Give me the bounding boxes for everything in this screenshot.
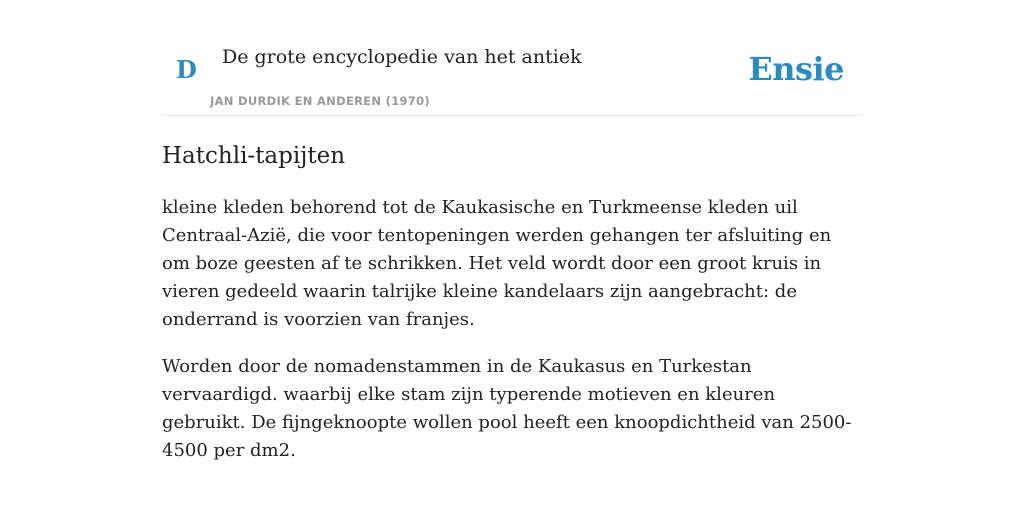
article-paragraph-1: kleine kleden behorend tot de Kaukasische en Turkmeense kleden uil Centraal-Azië, die voor tentopeningen werden gehangen ter afsluiting en om boze geesten af te schrikken. Het veld wordt door een groot kruis in vieren gedeeld waarin talrijke kleine kandelaars zijn aangebracht: de onderrand is voorzien van franjes. [162, 197, 832, 330]
book-logo-letter[interactable]: D [176, 55, 197, 84]
page-container [162, 0, 862, 465]
article-title: Hatchli-tapijten [162, 143, 346, 169]
article-paragraph-2: Worden door de nomadenstammen in de Kaukasus en Turkestan vervaardigd. waarbij elke stam zijn typerende motieven en kleuren gebruikt. De fijngeknoopte wollen pool heeft een knoopdichtheid van 2500-4500 per dm2. [162, 356, 852, 461]
book-author: JAN DURDIK EN ANDEREN (1970) [210, 94, 430, 108]
ensie-logo[interactable]: Ensie [748, 50, 844, 88]
book-title-link[interactable]: De grote encyclopedie van het antiek [222, 46, 582, 68]
book-header [162, 0, 862, 116]
